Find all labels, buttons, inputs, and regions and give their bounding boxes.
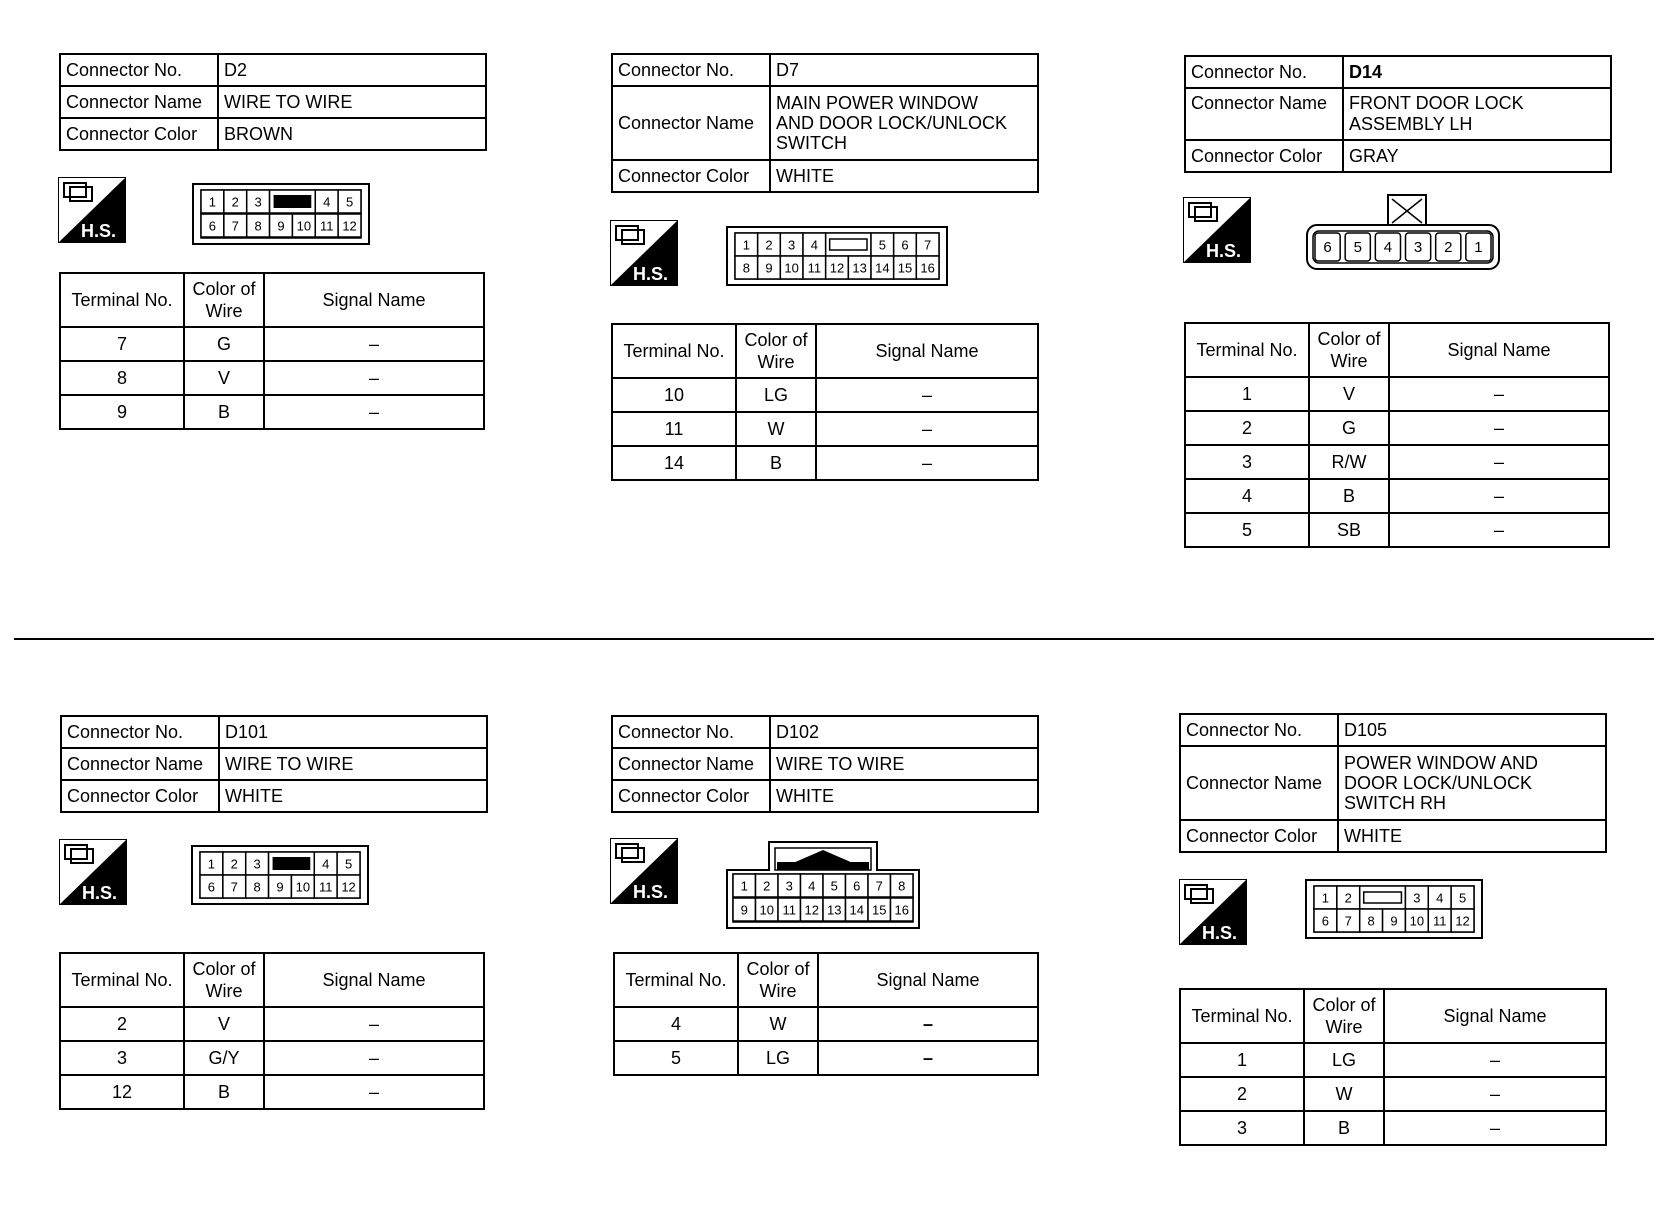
- pin-number: 7: [230, 879, 238, 895]
- connector-face-d7: [726, 226, 948, 286]
- table-row: 14 B –: [612, 446, 1038, 480]
- pin-number: 11: [1432, 913, 1447, 929]
- connector-no-label: Connector No.: [612, 54, 770, 86]
- pin-number: 6: [1321, 913, 1330, 929]
- connector-name-value: MAIN POWER WINDOW AND DOOR LOCK/UNLOCK SWITCH: [770, 86, 1038, 160]
- signal-name-header: Signal Name: [1389, 323, 1609, 377]
- pin-number: 11: [318, 879, 333, 895]
- pin-number: 2: [763, 878, 771, 894]
- connector-color-value: WHITE: [770, 780, 1038, 812]
- pin-number: 12: [342, 218, 357, 234]
- color-of-wire-header: Color of Wire: [1304, 989, 1384, 1043]
- table-row: 4 W –: [614, 1007, 1038, 1041]
- pin-row-top: [200, 852, 360, 875]
- connector-name-label: Connector Name: [612, 86, 770, 160]
- color-of-wire-header: Color of Wire: [1309, 323, 1389, 377]
- pin-number: 3: [785, 878, 793, 894]
- pin-number: 6: [208, 218, 217, 234]
- pin-number: 5: [1353, 239, 1362, 256]
- pin-number: 1: [1321, 890, 1330, 906]
- signal-name-header: Signal Name: [264, 273, 484, 327]
- connector-panel-d14: [1184, 55, 1612, 173]
- terminal-no-header: Terminal No.: [1180, 989, 1304, 1043]
- pin-number: 12: [1455, 913, 1470, 929]
- pin-number: 5: [830, 878, 838, 894]
- pin-row-top: [735, 233, 939, 256]
- pin-number: 5: [345, 194, 354, 210]
- harness-side-icon: [610, 838, 678, 904]
- connector-no-label: Connector No.: [612, 716, 770, 748]
- connector-face-d105: [1305, 879, 1483, 939]
- pin-number: 1: [207, 856, 216, 872]
- pin-row-bottom: [1314, 909, 1474, 932]
- signal-name-header: Signal Name: [264, 953, 484, 1007]
- signal-name-header: Signal Name: [816, 324, 1038, 378]
- pin-number: 8: [742, 260, 750, 276]
- harness-side-icon: [59, 839, 127, 905]
- connector-no-label: Connector No.: [1180, 714, 1338, 746]
- pin-row-top: [1314, 886, 1474, 909]
- pin-block-mark: [273, 857, 311, 870]
- pin-number: 8: [254, 218, 262, 234]
- hs-label: H.S.: [632, 882, 668, 902]
- connector-no-label: Connector No.: [61, 716, 219, 748]
- section-divider: [14, 638, 1654, 640]
- harness-side-icon: [610, 220, 678, 286]
- pin-number: 7: [875, 878, 883, 894]
- connector-name-value: WIRE TO WIRE: [770, 748, 1038, 780]
- pin-number: 4: [322, 856, 330, 872]
- connector-panel-d7: [611, 53, 1039, 193]
- pin-number: 7: [231, 218, 239, 234]
- table-row: 1 V –: [1185, 377, 1609, 411]
- signal-name-header: Signal Name: [1384, 989, 1606, 1043]
- terminal-no-header: Terminal No.: [60, 953, 184, 1007]
- connector-info-table: [1179, 713, 1607, 853]
- connector-no-value: D2: [218, 54, 486, 86]
- pin-row-bottom: [735, 256, 939, 279]
- connector-color-value: GRAY: [1343, 140, 1611, 172]
- connector-info-table: [60, 715, 488, 813]
- connector-face-d14: [1303, 193, 1503, 271]
- pin-number: 2: [231, 194, 239, 210]
- pin-number: 16: [920, 260, 935, 276]
- connector-color-label: Connector Color: [60, 118, 218, 150]
- table-row: 3 B –: [1180, 1111, 1606, 1145]
- connector-color-label: Connector Color: [61, 780, 219, 812]
- connector-color-value: WHITE: [1338, 820, 1606, 852]
- pin-number: 3: [788, 237, 796, 253]
- pin-number: 9: [765, 260, 773, 276]
- pin-number: 15: [897, 260, 913, 276]
- table-row: 4 B –: [1185, 479, 1609, 513]
- pin-number: 2: [1444, 239, 1453, 256]
- table-row: 8 V –: [60, 361, 484, 395]
- harness-side-icon: [1183, 197, 1251, 263]
- connector-color-label: Connector Color: [612, 160, 770, 192]
- table-row: 7 G –: [60, 327, 484, 361]
- pin-number: 2: [1344, 890, 1352, 906]
- pin-number: 10: [295, 879, 311, 895]
- pin-row-bottom: [200, 875, 360, 898]
- terminal-no-header: Terminal No.: [614, 953, 738, 1007]
- connector-name-label: Connector Name: [1180, 746, 1338, 820]
- table-row: 5 LG –: [614, 1041, 1038, 1075]
- pin-number: 1: [208, 194, 217, 210]
- pin-number: 13: [852, 260, 867, 276]
- connector-no-label: Connector No.: [1185, 56, 1343, 88]
- terminal-table-wrap-d105: [1179, 988, 1607, 1146]
- pin-number: 13: [827, 902, 842, 918]
- hs-label: H.S.: [81, 883, 117, 903]
- pin-number: 2: [765, 237, 773, 253]
- pin-number: 10: [1409, 913, 1425, 929]
- connector-info-table: [611, 715, 1039, 813]
- pin-number: 3: [253, 856, 261, 872]
- terminal-table-wrap-d2: [59, 272, 485, 430]
- connector-name-label: Connector Name: [61, 748, 219, 780]
- connector-panel-d105: [1179, 713, 1607, 853]
- hs-label: H.S.: [1201, 923, 1237, 943]
- connector-color-label: Connector Color: [612, 780, 770, 812]
- pin-number: 11: [319, 218, 334, 234]
- hs-label: H.S.: [632, 264, 668, 284]
- color-of-wire-header: Color of Wire: [736, 324, 816, 378]
- pin-number: 9: [1390, 913, 1398, 929]
- pin-number: 3: [1413, 239, 1423, 256]
- connector-no-value: D105: [1338, 714, 1606, 746]
- pin-number: 15: [872, 902, 887, 918]
- terminal-table: [1179, 988, 1607, 1146]
- pin-number: 12: [829, 260, 845, 276]
- pin-number: 4: [1436, 890, 1444, 906]
- terminal-table: [611, 323, 1039, 481]
- pin-number: 4: [810, 237, 818, 253]
- connector-no-label: Connector No.: [60, 54, 218, 86]
- pin-number: 5: [344, 856, 353, 872]
- connector-info-table: [1184, 55, 1612, 173]
- pin-number: 11: [782, 902, 796, 918]
- terminal-table: [613, 952, 1039, 1076]
- terminal-table: [59, 952, 485, 1110]
- pin-number: 1: [1474, 239, 1483, 256]
- connector-face-d101: [191, 845, 369, 905]
- pin-number: 5: [1458, 890, 1467, 906]
- table-row: 2 G –: [1185, 411, 1609, 445]
- harness-side-icon: [1179, 879, 1247, 945]
- pin-number: 5: [878, 237, 886, 253]
- pin-number: 10: [784, 260, 799, 276]
- connector-name-label: Connector Name: [60, 86, 218, 118]
- pin-number: 4: [808, 878, 816, 894]
- table-row: 1 LG –: [1180, 1043, 1606, 1077]
- pin-number: 8: [1367, 913, 1375, 929]
- connector-color-value: WHITE: [770, 160, 1038, 192]
- terminal-no-header: Terminal No.: [1185, 323, 1309, 377]
- connector-name-label: Connector Name: [612, 748, 770, 780]
- connector-no-value: D14: [1343, 56, 1611, 88]
- pin-number: 9: [276, 879, 284, 895]
- terminal-table-wrap-d7: [611, 323, 1039, 481]
- pin-number: 3: [254, 194, 262, 210]
- connector-panel-d2: [59, 53, 487, 151]
- pin-number: 8: [253, 879, 261, 895]
- pin-number: 14: [849, 902, 864, 918]
- connector-name-value: WIRE TO WIRE: [219, 748, 487, 780]
- connector-name-value: POWER WINDOW AND DOOR LOCK/UNLOCK SWITCH RH: [1338, 746, 1606, 820]
- terminal-table-wrap-d102: [613, 952, 1039, 1076]
- pin-number: 10: [759, 902, 774, 918]
- pin-number: 14: [875, 260, 890, 276]
- pin-block-mark: [274, 195, 312, 208]
- connector-name-value: WIRE TO WIRE: [218, 86, 486, 118]
- pin-open-slot: [830, 239, 867, 250]
- pin-number: 6: [901, 237, 909, 253]
- connector-name-value: FRONT DOOR LOCK ASSEMBLY LH: [1343, 88, 1611, 140]
- pin-number: 12: [341, 879, 356, 895]
- table-row: 3 R/W –: [1185, 445, 1609, 479]
- terminal-table: [59, 272, 485, 430]
- terminal-table-wrap-d101: [59, 952, 485, 1110]
- pin-number: 7: [1344, 913, 1352, 929]
- connector-face-d102: [723, 840, 923, 930]
- pin-number: 8: [898, 878, 906, 894]
- connector-info-table: [59, 53, 487, 151]
- pin-number: 6: [1323, 239, 1332, 256]
- connector-info-table: [611, 53, 1039, 193]
- terminal-no-header: Terminal No.: [612, 324, 736, 378]
- connector-no-value: D101: [219, 716, 487, 748]
- pin-row-top: [201, 190, 361, 213]
- table-row: 11 W –: [612, 412, 1038, 446]
- terminal-table: [1184, 322, 1610, 548]
- connector-name-label: Connector Name: [1185, 88, 1343, 140]
- pin-number: 16: [894, 902, 909, 918]
- table-row: 3 G/Y –: [60, 1041, 484, 1075]
- pin-number: 9: [277, 218, 285, 234]
- pin-number: 4: [1383, 239, 1393, 256]
- pin-number: 2: [230, 856, 238, 872]
- connector-color-value: BROWN: [218, 118, 486, 150]
- connector-color-label: Connector Color: [1185, 140, 1343, 172]
- terminal-table-wrap-d14: [1184, 322, 1610, 548]
- connector-panel-d102: [611, 715, 1039, 813]
- hs-label: H.S.: [1205, 241, 1241, 261]
- pin-open-slot: [1364, 892, 1402, 903]
- connector-color-value: WHITE: [219, 780, 487, 812]
- pin-number: 4: [323, 194, 331, 210]
- hs-label: H.S.: [80, 221, 116, 241]
- connector-no-value: D7: [770, 54, 1038, 86]
- connector-color-label: Connector Color: [1180, 820, 1338, 852]
- connector-panel-d101: [60, 715, 488, 813]
- table-row: 9 B –: [60, 395, 484, 429]
- pin-row-top: [733, 874, 913, 897]
- pin-number: 1: [742, 237, 750, 253]
- table-row: 5 SB –: [1185, 513, 1609, 547]
- pin-row-bottom: [201, 214, 361, 237]
- harness-side-icon: [58, 177, 126, 243]
- connector-no-value: D102: [770, 716, 1038, 748]
- color-of-wire-header: Color of Wire: [738, 953, 818, 1007]
- connector-face-d2: [192, 183, 370, 245]
- signal-name-header: Signal Name: [818, 953, 1038, 1007]
- table-row: 10 LG –: [612, 378, 1038, 412]
- table-row: 2 W –: [1180, 1077, 1606, 1111]
- pin-number: 9: [740, 902, 748, 918]
- pin-row-bottom: [733, 898, 913, 921]
- pin-number: 10: [296, 218, 312, 234]
- pin-number: 1: [740, 878, 748, 894]
- pin-number: 6: [207, 879, 216, 895]
- pin-number: 12: [804, 902, 819, 918]
- table-row: 2 V –: [60, 1007, 484, 1041]
- pin-number: 7: [924, 237, 932, 253]
- terminal-no-header: Terminal No.: [60, 273, 184, 327]
- color-of-wire-header: Color of Wire: [184, 953, 264, 1007]
- pin-number: 3: [1413, 890, 1421, 906]
- color-of-wire-header: Color of Wire: [184, 273, 264, 327]
- pin-number: 6: [853, 878, 861, 894]
- table-row: 12 B –: [60, 1075, 484, 1109]
- pin-number: 11: [807, 260, 822, 276]
